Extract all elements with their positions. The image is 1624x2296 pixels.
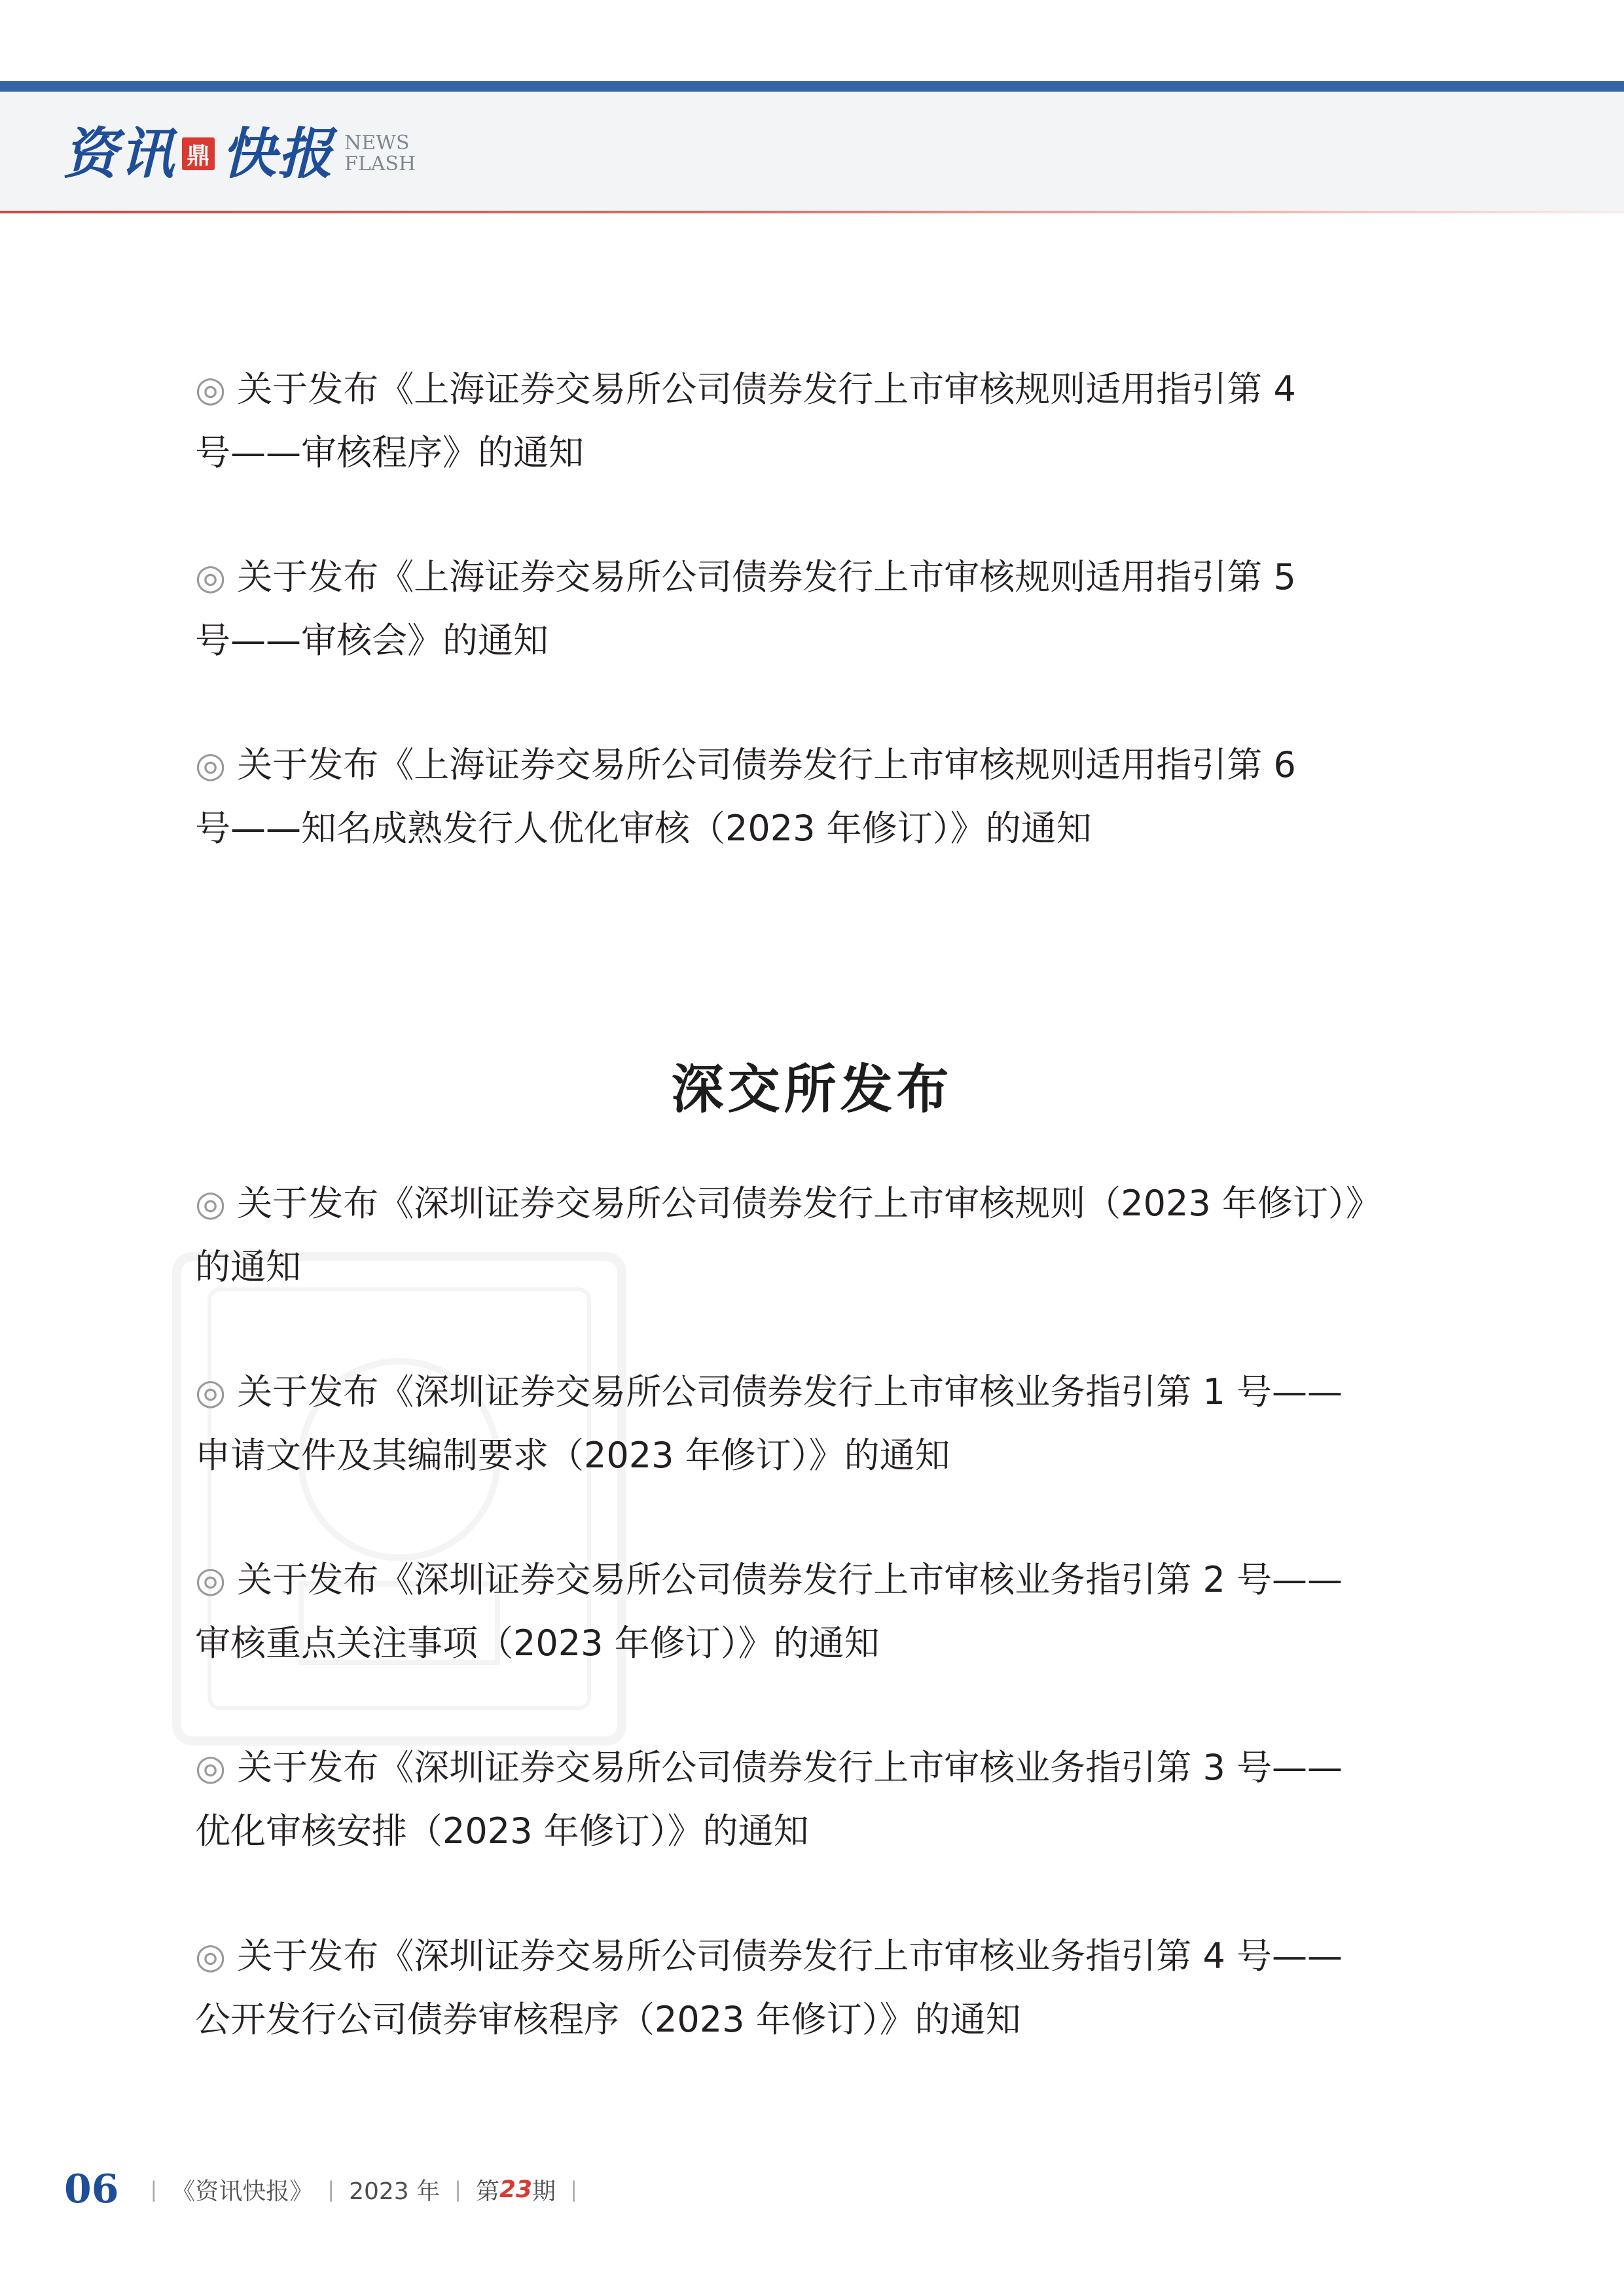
list-item-line2: 号——知名成熟发行人优化审核（2023 年修订）》的通知	[195, 808, 1092, 849]
notice-title: 关于发布《深圳证券交易所公司债券发行上市审核规则（2023 年修订）》	[237, 1183, 1381, 1224]
bullet-icon: ◎	[195, 368, 226, 410]
list-item-line1	[195, 733, 1426, 797]
list-item	[195, 357, 1426, 484]
notice-title: 关于发布《深圳证券交易所公司债券发行上市审核业务指引第 3 号——	[237, 1747, 1343, 1788]
list-item	[195, 1172, 1426, 1299]
bullet-icon: ◎	[195, 744, 226, 785]
list-item-line2: 公开发行公司债券审核程序（2023 年修订）》的通知	[195, 1999, 1021, 2040]
header-rule	[0, 211, 1624, 213]
list-item	[195, 545, 1426, 672]
logo-english-line2: FLASH	[344, 152, 416, 175]
publication-name: 《资讯快报》	[171, 2178, 314, 2205]
bullet-icon: ◎	[195, 1559, 226, 1600]
bullet-icon: ◎	[195, 1183, 226, 1224]
list-item	[195, 733, 1426, 860]
logo-seal-icon: 鼎	[182, 137, 215, 170]
list-item-line2: 号——审核会》的通知	[195, 620, 549, 661]
bullet-icon: ◎	[195, 1371, 226, 1412]
footer-divider: |	[327, 2177, 335, 2202]
logo-word-left: 资讯	[63, 121, 176, 186]
footer-divider: |	[570, 2177, 577, 2202]
list-item	[195, 1736, 1426, 1863]
list-item-line1	[195, 545, 1426, 609]
list-item	[195, 1360, 1426, 1487]
list-item-line1	[195, 1736, 1426, 1799]
logo-english-line1: NEWS	[344, 132, 410, 154]
issue-prefix: 第	[475, 2178, 499, 2205]
footer-divider: |	[454, 2177, 461, 2202]
issue-number: 23	[499, 2176, 533, 2203]
list-item-line1	[195, 1172, 1426, 1235]
list-item-line1	[195, 1924, 1426, 1988]
list-item-line2: 优化审核安排（2023 年修订）》的通知	[195, 1810, 809, 1852]
notice-title: 关于发布《深圳证券交易所公司债券发行上市审核业务指引第 2 号——	[237, 1559, 1343, 1600]
list-item-line2: 申请文件及其编制要求（2023 年修订）》的通知	[195, 1435, 950, 1476]
notice-title: 关于发布《深圳证券交易所公司债券发行上市审核业务指引第 4 号——	[237, 1935, 1343, 1977]
seal-watermark-icon	[164, 1244, 635, 1754]
issue-suffix: 期	[532, 2178, 556, 2205]
logo-word-right: 快报	[221, 121, 334, 186]
list-item	[195, 1548, 1426, 1675]
notice-title: 关于发布《上海证券交易所公司债券发行上市审核规则适用指引第 4	[237, 368, 1296, 410]
list-item-line2: 号——审核程序》的通知	[195, 432, 584, 473]
bullet-icon: ◎	[195, 1747, 226, 1788]
list-item-line2: 的通知	[195, 1246, 301, 1287]
logo-english	[344, 133, 416, 175]
masthead-logo	[63, 118, 416, 190]
page-number: 06	[64, 2166, 119, 2212]
bullet-icon: ◎	[195, 556, 226, 598]
bullet-icon: ◎	[195, 1935, 226, 1977]
page-footer	[64, 2160, 592, 2219]
publication-year: 2023 年	[349, 2178, 441, 2205]
list-item	[195, 1924, 1426, 2051]
footer-divider: |	[150, 2177, 158, 2202]
list-item-line1	[195, 1360, 1426, 1424]
notice-title: 关于发布《上海证券交易所公司债券发行上市审核规则适用指引第 6	[237, 744, 1296, 785]
notice-title: 关于发布《深圳证券交易所公司债券发行上市审核业务指引第 1 号——	[237, 1371, 1343, 1412]
list-item-line2: 审核重点关注事项（2023 年修订）》的通知	[195, 1623, 880, 1664]
list-item-line1	[195, 357, 1426, 421]
section-title-szse: 深交所发布	[671, 1059, 953, 1120]
list-item-line1	[195, 1548, 1426, 1611]
header-top-bar	[0, 81, 1624, 92]
notice-title: 关于发布《上海证券交易所公司债券发行上市审核规则适用指引第 5	[237, 556, 1296, 598]
